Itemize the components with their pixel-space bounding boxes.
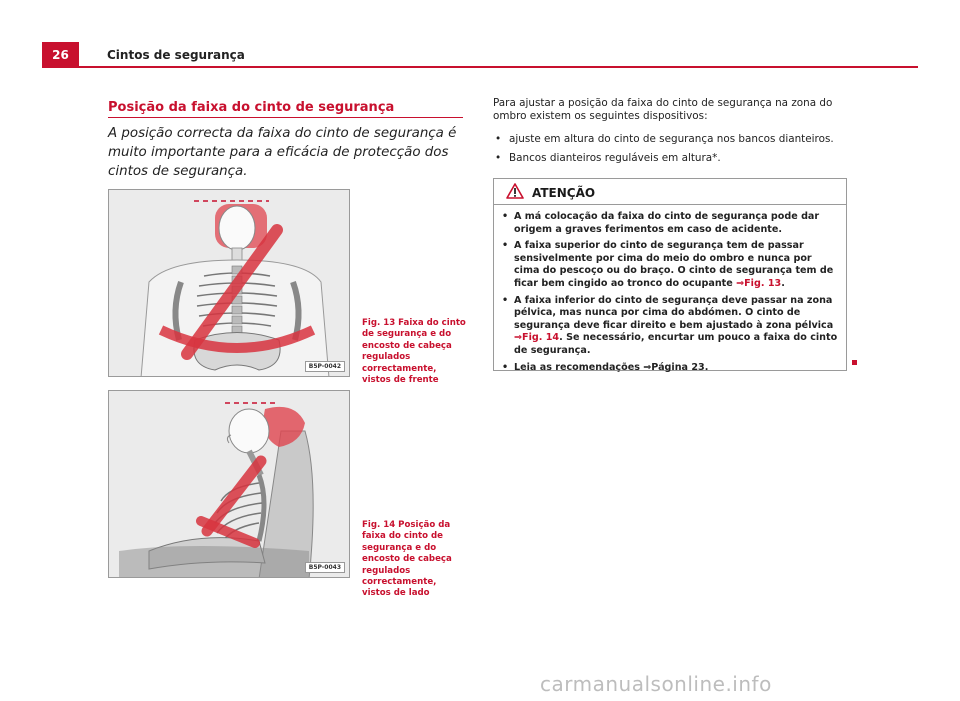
- header-rule: [42, 66, 918, 68]
- page-header: [42, 42, 918, 68]
- list-item: • Bancos dianteiros reguláveis em altura*.: [493, 152, 848, 165]
- page-number: 26: [42, 42, 79, 66]
- side-view-illustration: [109, 391, 350, 578]
- figure-code: B5P-0042: [305, 361, 345, 372]
- warning-item: • Leia as recomendações ⇒Página 23.: [502, 362, 840, 375]
- list-item: • ajuste em altura do cinto de segurança nos bancos dianteiros.: [493, 133, 848, 146]
- figure-13-link[interactable]: ⇒Fig. 13: [736, 277, 782, 289]
- figure-13-front-view: [108, 189, 350, 377]
- warning-box: [493, 178, 847, 371]
- figure-14-link[interactable]: ⇒Fig. 14: [514, 332, 560, 344]
- warning-body: [502, 211, 840, 378]
- warning-item: • A faixa superior do cinto de segurança tem de passar sensivelmente por cima do meio do ombro e nunca por cima do pescoço ou do braço. O cinto de segurança tem de ficar bem cingido ao tronco do ocupante ⇒Fig. 13.: [502, 240, 840, 290]
- warning-triangle-icon: [506, 183, 524, 199]
- section-rule: [108, 117, 463, 118]
- warning-title: ATENÇÃO: [532, 186, 596, 200]
- front-view-illustration: [109, 190, 350, 377]
- chapter-title: Cintos de segurança: [107, 48, 245, 62]
- warning-item: • A má colocação da faixa do cinto de segurança pode dar origem a graves ferimentos em caso de acidente.: [502, 211, 840, 236]
- warning-item: • A faixa inferior do cinto de segurança deve passar na zona pélvica, mas nunca por cima do abdómen. O cinto de segurança deve ficar direito e bem ajustado à zona pélvica ⇒Fig. 14. Se necessário, encurtar um pouco a faixa do cinto de segurança.: [502, 295, 840, 358]
- adjustment-paragraph: Para ajustar a posição da faixa do cinto de segurança na zona do ombro existem os seguintes dispositivos:: [493, 97, 833, 122]
- section-end-mark: [852, 360, 857, 365]
- figure-14-caption: Fig. 14 Posição da faixa do cinto de segurança e do encosto de cabeça regulados correctamente, vistos de lado: [362, 520, 452, 599]
- figure-13-caption: Fig. 13 Faixa do cinto de segurança e do encosto de cabeça regulados correctamente, vistos de frente: [362, 318, 466, 386]
- figure-code: B5P-0043: [305, 562, 345, 573]
- section-intro: A posição correcta da faixa do cinto de segurança é muito importante para a eficácia de protecção dos cintos de segurança.: [108, 126, 457, 179]
- figure-14-side-view: [108, 390, 350, 578]
- watermark: carmanualsonline.info: [540, 672, 772, 696]
- warning-header: [494, 179, 846, 205]
- right-column: [493, 97, 848, 171]
- section-title: Posição da faixa do cinto de segurança: [108, 100, 395, 115]
